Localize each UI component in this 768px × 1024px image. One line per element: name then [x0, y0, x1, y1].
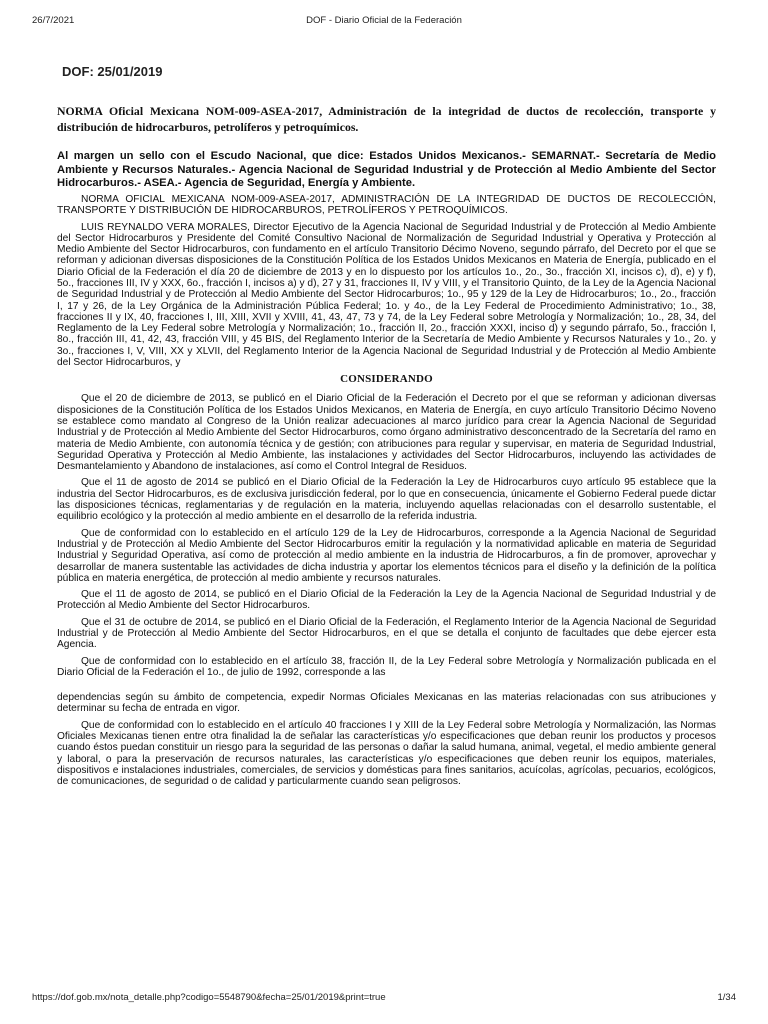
norma-title: NORMA Oficial Mexicana NOM-009-ASEA-2017, Administración de la integridad de ductos de recolección, transporte y distribución de hidrocarburos, petrolíferos y petroquímicos.	[57, 104, 716, 134]
dof-date: DOF: 25/01/2019	[62, 64, 163, 79]
considerando-heading: CONSIDERANDO	[340, 373, 433, 386]
caps-title-paragraph: NORMA OFICIAL MEXICANA NOM-009-ASEA-2017, ADMINISTRACIÓN DE LA INTEGRIDAD DE DUCTOS DE RECOLECCIÓN, TRANSPORTE Y DISTRIBUCIÓN DE HIDROCARBUROS, PETROLÍFEROS Y PETROQUÍMICOS.	[57, 193, 716, 216]
sello-paragraph: Al margen un sello con el Escudo Nacional, que dice: Estados Unidos Mexicanos.- SEMARNAT.- Secretaría de Medio Ambiente y Recursos Naturales.- Agencia Nacional de Seguridad Industrial y de Protección al Medio Ambiente del Sector Hidrocarburos.- ASEA.- Agencia de Seguridad, Energía y Ambiente.	[57, 150, 716, 189]
considerando-paragraph-6: Que de conformidad con lo establecido en el artículo 38, fracción II, de la Ley Federal sobre Metrología y Normalización publicada en el Diario Oficial de la Federación el 1o., de julio de 1992, corresponde a las	[57, 655, 716, 678]
continuation-paragraph: dependencias según su ámbito de competencia, expedir Normas Oficiales Mexicanas en las materias relacionadas con sus atribuciones y determinar su fecha de entrada en vigor.	[57, 692, 716, 715]
print-header	[32, 15, 736, 29]
considerando-paragraph-7: Que de conformidad con lo establecido en el artículo 40 fracciones I y XIII de la Ley Federal sobre Metrología y Normalización, las Normas Oficiales Mexicanas tienen entre otra finalidad la de señalar las características y/o especificaciones que deban reunir los productos y procesos cuando éstos puedan constituir un riesgo para la seguridad de las personas o dañar la salud humana, animal, vegetal, el medio ambiente general y laboral, o para la preservación de recursos naturales, las características y/o especificaciones que deben reunir los equipos, materiales, dispositivos e instalaciones industriales, comerciales, de servicios y domésticas para fines sanitarios, acuícolas, agrícolas, pecuarios, ecológicos, de comunicaciones, de seguridad o de calidad y particularmente cuando sean peligrosos.	[57, 719, 716, 788]
page-number: 1/34	[717, 992, 736, 1003]
intro-paragraph: LUIS REYNALDO VERA MORALES, Director Ejecutivo de la Agencia Nacional de Seguridad Industrial y de Protección al Medio Ambiente del Sector Hidrocarburos y Presidente del Comité Consultivo Nacional de Normalización de Seguridad Industrial y Operativa y Protección al Medio Ambiente del Sector Hidrocarburos, con fundamento en el artículo Transitorio Décimo Noveno, segundo párrafo, del Decreto por el que se reforman y adicionan diversas disposiciones de la Constitución Política de los Estados Unidos Mexicanos en Materia de Energía, publicado en el Diario Oficial de la Federación el día 20 de diciembre de 2013 y en lo dispuesto por los artículos 1o., 2o., 3o., fracción XI, incisos c), d), e) y f), 5o., fracciones III, IV y XXX, 6o., fracción I, incisos a) y d), 27 y 31, fracciones II, IV y VIII, y el Transitorio Quinto, de la Ley de la Agencia Nacional de Seguridad Industrial y de Protección al Medio Ambiente del Sector Hidrocarburos; 1o., 95 y 129 de la Ley de Hidrocarburos; 1o., 2o., fracción I, 17 y 26, de la Ley Orgánica de la Administración Pública Federal; 1o. y 4o., de la Ley Federal de Procedimiento Administrativo; 1o., 38, fracciones II y IX, 40, fracciones I, III, XIII, XVII y XVIII, 41, 43, 47, 73 y 74, de la Ley Federal sobre Metrología y Normalización; 1o., 28, 34, del Reglamento de la Ley Federal sobre Metrología y Normalización; 1o., fracción II, 2o., fracción XXXI, inciso d) y segundo párrafo, 5o., fracción I, 8o., fracción III, 41, 42, 43, fracción VIII, y 45 BIS, del Reglamento Interior de la Secretaría de Medio Ambiente y Recursos Naturales y 1o., 2o. y 3o., fracciones I, V, VIII, XX y XLVII, del Reglamento Interior de la Agencia Nacional de Seguridad Industrial y de Protección al Medio Ambiente del Sector Hidrocarburos, y	[57, 221, 716, 369]
considerando-paragraph-2: Que el 11 de agosto de 2014 se publicó en el Diario Oficial de la Federación la Ley de Hidrocarburos cuyo artículo 95 establece que la industria del Sector Hidrocarburos, es de exclusiva jurisdicción federal, por lo que en consecuencia, únicamente el Gobierno Federal puede dictar las disposiciones técnicas, reglamentarias y de regulación en la materia, incluyendo aquellas relacionadas con el desarrollo sustentable, el equilibrio ecológico y la protección al medio ambiente en el desarrollo de la referida industria.	[57, 477, 716, 523]
document-body	[57, 64, 716, 793]
considerando-paragraph-5: Que el 31 de octubre de 2014, se publicó en el Diario Oficial de la Federación, el Reglamento Interior de la Agencia Nacional de Seguridad Industrial y de Protección al Medio Ambiente del Sector Hidrocarburos, en el que se detalla el conjunto de facultades que debe ejercer esta Agencia.	[57, 616, 716, 651]
considerando-paragraph-4: Que el 11 de agosto de 2014, se publicó en el Diario Oficial de la Federación la Ley de la Agencia Nacional de Seguridad Industrial y de Protección al Medio Ambiente del Sector Hidrocarburos.	[57, 589, 716, 612]
print-title: DOF - Diario Oficial de la Federación	[306, 15, 462, 26]
print-url: https://dof.gob.mx/nota_detalle.php?codigo=5548790&fecha=25/01/2019&print=true	[32, 992, 386, 1003]
considerando-paragraph-1: Que el 20 de diciembre de 2013, se publicó en el Diario Oficial de la Federación el Decreto por el que se reforman y adicionan diversas disposiciones de la Constitución Política de los Estados Unidos Mexicanos, en Materia de Energía, en cuyo artículo Transitorio Décimo Noveno se establece como mandato al Congreso de la Unión realizar adecuaciones al marco jurídico para crear la Agencia Nacional de Seguridad Industrial y de Protección al Medio Ambiente del Sector Hidrocarburos, como órgano administrativo desconcentrado de la Secretaría del ramo en materia de Medio Ambiente, con autonomía técnica y de gestión; con atribuciones para regular y supervisar, en materia de Seguridad Industrial, Seguridad Operativa y Protección al Medio Ambiente, las instalaciones y actividades del Sector Hidrocarburos, incluyendo las actividades de Desmantelamiento y Abandono de instalaciones, así como el Control Integral de Residuos.	[57, 393, 716, 473]
print-date: 26/7/2021	[32, 15, 75, 26]
considerando-paragraph-3: Que de conformidad con lo establecido en el artículo 129 de la Ley de Hidrocarburos, corresponde a la Agencia Nacional de Seguridad Industrial y de Protección al Medio Ambiente del Sector Hidrocarburos emitir la regulación y la normatividad aplicable en materia de Seguridad Industrial y Seguridad Operativa, así como de protección al medio ambiente en la industria de Hidrocarburos, a fin de promover, aprovechar y desarrollar de manera sustentable las actividades de dicha industria y aportar los elementos técnicos para el diseño y la definición de la política pública en materia energética, de protección al medio ambiente y recursos naturales.	[57, 527, 716, 584]
